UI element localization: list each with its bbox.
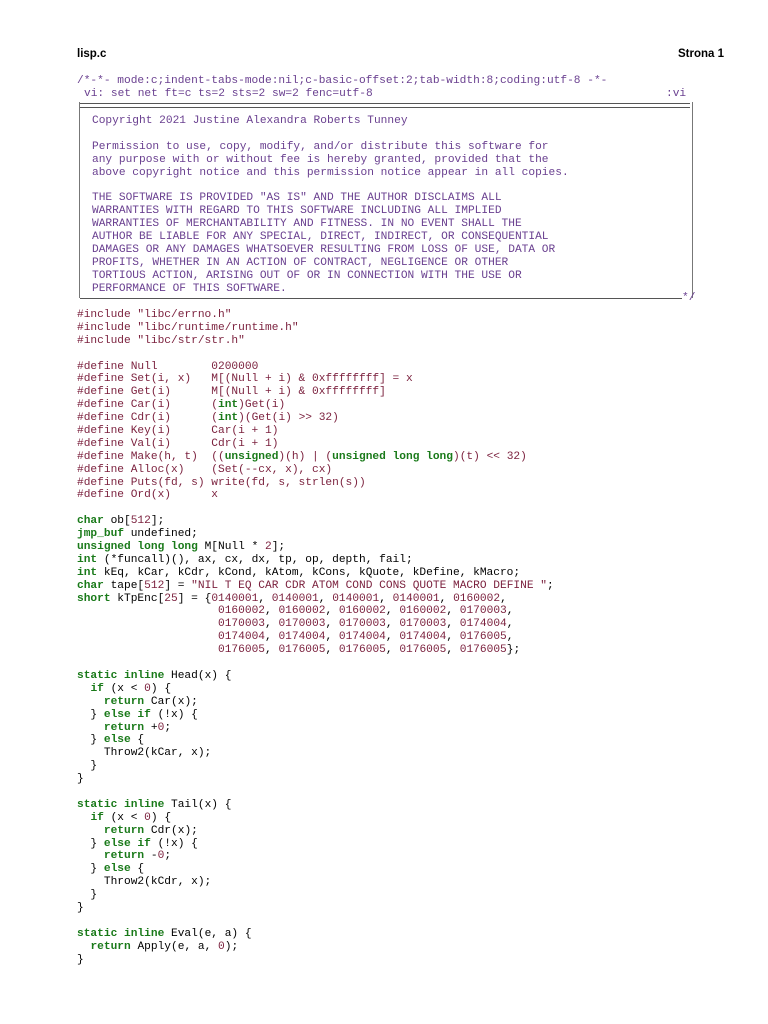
code-token: 0170003 — [278, 618, 326, 631]
code-token: )(Get(i) >> 32) — [238, 412, 339, 425]
code-line — [77, 386, 554, 399]
comment-end: */ — [682, 292, 696, 304]
code-line — [77, 863, 554, 876]
code-token: M[Null * — [197, 541, 265, 554]
code-line — [77, 412, 554, 425]
code-token: #include "libc/str/str.h" — [77, 334, 245, 347]
code-token: 0170003 — [218, 618, 265, 631]
code-token: }; — [506, 644, 521, 657]
code-line — [77, 541, 554, 554]
code-token: } — [77, 863, 104, 876]
code-token: 0 — [218, 940, 225, 953]
code-token: 0 — [144, 682, 151, 695]
code-token: , — [265, 618, 279, 631]
code-token — [77, 850, 104, 862]
code-token: unsigned long long — [77, 541, 198, 554]
code-token: undefined; — [124, 528, 198, 541]
code-token: int — [77, 553, 98, 566]
code-line — [77, 734, 554, 747]
code-line — [77, 554, 554, 567]
code-token: 0174004 — [399, 631, 447, 644]
code-token: short — [77, 592, 111, 605]
code-token: return — [103, 695, 145, 708]
code-token: 0160002 — [399, 605, 447, 618]
code-line — [77, 850, 554, 863]
code-token: tape[ — [103, 579, 145, 592]
code-line — [77, 425, 554, 438]
code-token: } — [77, 708, 104, 721]
code-token: , — [506, 631, 514, 644]
page-number: Strona 1 — [677, 48, 724, 60]
code-token: 0140001 — [332, 592, 380, 605]
code-line — [77, 631, 554, 644]
code-listing — [77, 309, 554, 966]
code-token: (!x) { — [150, 708, 198, 721]
code-line — [77, 502, 554, 515]
code-token: , — [506, 605, 514, 618]
code-token: int — [218, 412, 239, 425]
code-token: int — [218, 399, 239, 412]
code-token — [77, 618, 218, 630]
code-line — [77, 515, 554, 528]
code-line — [77, 309, 554, 322]
code-token: int — [77, 566, 98, 579]
code-token: , — [379, 592, 393, 605]
code-line — [77, 489, 554, 502]
code-token — [77, 722, 104, 734]
code-token: , — [385, 618, 400, 631]
code-token: if — [90, 811, 104, 824]
code-token: } — [77, 760, 98, 773]
license-line: AUTHOR BE LIABLE FOR ANY SPECIAL, DIRECT, INDIRECT, OR CONSEQUENTIAL — [92, 231, 549, 244]
code-token: static inline — [77, 669, 165, 682]
vim-modeline: vi: set net ft=c ts=2 sts=2 sw=2 fenc=utf-8 — [84, 88, 373, 100]
code-token: ; — [164, 721, 172, 734]
code-token — [77, 825, 104, 837]
code-line — [77, 941, 554, 954]
code-line — [77, 773, 554, 786]
code-line — [77, 644, 554, 657]
code-token: Tail(x) { — [164, 798, 232, 811]
code-token: return — [103, 824, 145, 837]
code-token: , — [446, 631, 460, 644]
code-token: } — [77, 901, 84, 914]
code-token: , — [439, 592, 454, 605]
code-token: (*funcall)(), ax, cx, dx, tp, op, depth, fail; — [97, 553, 413, 566]
code-token: Apply(e, a, — [130, 940, 219, 953]
license-line: TORTIOUS ACTION, ARISING OUT OF OR IN CONNECTION WITH THE USE OR — [92, 269, 522, 282]
code-token: 25 — [164, 592, 178, 605]
code-token: ] = { — [177, 592, 212, 605]
license-text — [92, 115, 569, 295]
code-token: Eval(e, a) { — [164, 927, 252, 940]
code-token: 512 — [144, 579, 165, 592]
code-line — [77, 464, 554, 477]
code-line — [77, 451, 554, 464]
code-line — [77, 567, 554, 580]
code-line — [77, 709, 554, 722]
code-token: } — [77, 837, 104, 850]
code-token: static inline — [77, 927, 165, 940]
code-line — [77, 580, 554, 593]
code-token: , — [325, 618, 339, 631]
code-token: + — [144, 721, 158, 734]
code-token: else — [103, 863, 131, 876]
code-token: 0 — [157, 721, 165, 734]
code-line — [77, 747, 554, 760]
code-token: } — [77, 953, 84, 966]
code-token: #define Puts(fd, s) write(fd, s, strlen(s)) — [77, 476, 366, 489]
code-line — [77, 902, 554, 915]
code-token: return — [103, 721, 145, 734]
code-token: , — [385, 644, 400, 657]
code-token: , — [385, 605, 400, 618]
code-token — [77, 812, 90, 824]
code-token: unsigned long long — [332, 450, 453, 463]
code-line — [77, 605, 554, 618]
code-token: #define Set(i, x) M[(Null + i) & 0xffffffff] = x — [77, 373, 413, 386]
code-line — [77, 361, 554, 374]
code-token: , — [385, 631, 400, 644]
license-line: any purpose with or without fee is hereby granted, provided that the — [92, 153, 549, 166]
license-line: Copyright 2021 Justine Alexandra Roberts Tunney — [92, 115, 408, 127]
code-token: 512 — [130, 515, 151, 528]
code-line — [77, 335, 554, 348]
code-token: - — [144, 850, 158, 863]
code-line — [77, 799, 554, 812]
code-token: } — [77, 773, 84, 786]
license-line: above copyright notice and this permission notice appear in all copies. — [92, 166, 569, 179]
license-line — [92, 179, 569, 192]
box-bottom-rule — [80, 298, 682, 299]
code-token: #include "libc/runtime/runtime.h" — [77, 321, 299, 334]
code-token: ] = — [164, 579, 192, 592]
code-token: )(t) << 32) — [453, 450, 527, 463]
code-line — [77, 373, 554, 386]
code-token: Head(x) { — [164, 669, 232, 682]
code-token — [77, 941, 90, 953]
code-token: Car(x); — [144, 695, 198, 708]
code-token: else — [103, 734, 131, 747]
code-line — [77, 722, 554, 735]
code-token: #define Car(i) ( — [77, 399, 218, 412]
code-token: #define Get(i) M[(Null + i) & 0xffffffff] — [77, 386, 386, 399]
code-token: , — [506, 618, 514, 631]
code-token: 0160002 — [453, 592, 501, 605]
code-line — [77, 928, 554, 941]
license-line: Permission to use, copy, modify, and/or distribute this software for — [92, 140, 549, 153]
code-line — [77, 683, 554, 696]
code-token — [77, 631, 218, 643]
file-name: lisp.c — [77, 48, 107, 60]
code-line — [77, 954, 554, 967]
code-token: kTpEnc[ — [110, 592, 165, 605]
code-token: , — [265, 631, 279, 644]
license-line: THE SOFTWARE IS PROVIDED "AS IS" AND THE AUTHOR DISCLAIMS ALL — [92, 192, 502, 205]
code-token: #define Null — [77, 360, 212, 373]
code-token — [77, 605, 218, 617]
code-token: , — [446, 644, 460, 657]
code-token: else if — [103, 708, 151, 721]
license-line: WARRANTIES OF MERCHANTABILITY AND FITNESS. IN NO EVENT SHALL THE — [92, 218, 522, 231]
code-token: 0140001 — [392, 592, 440, 605]
code-line — [77, 438, 554, 451]
code-line — [77, 399, 554, 412]
code-token: )(h) | ( — [278, 450, 333, 463]
code-token: #define Alloc(x) (Set(--cx, x), cx) — [77, 463, 333, 476]
code-token: } — [77, 734, 104, 747]
code-token: , — [446, 605, 460, 618]
code-token: (x < — [103, 682, 145, 695]
code-token: } — [77, 889, 98, 902]
code-token: 0140001 — [271, 592, 319, 605]
code-line — [77, 322, 554, 335]
code-token: static inline — [77, 798, 165, 811]
code-token: { — [130, 863, 145, 876]
code-token: 2 — [265, 541, 272, 554]
vim-modeline-end: :vi — [666, 88, 687, 100]
code-token: (x < — [103, 811, 145, 824]
code-token: 0176005 — [338, 644, 386, 657]
code-token: 0176005 — [218, 644, 265, 657]
code-token: 0 — [144, 811, 151, 824]
code-line — [77, 786, 554, 799]
code-token: jmp_buf — [77, 528, 124, 541]
code-token: 0176005 — [459, 644, 507, 657]
box-top-rule — [80, 103, 690, 104]
code-token: 0174004 — [218, 631, 265, 644]
code-line — [77, 838, 554, 851]
code-token: #define Val(i) Cdr(i + 1) — [77, 437, 279, 450]
code-token: 0174004 — [278, 631, 326, 644]
code-token: ) { — [150, 811, 172, 824]
license-line: DAMAGES OR ANY DAMAGES WHATSOEVER RESULTING FROM LOSS OF USE, DATA OR — [92, 243, 556, 256]
code-token: #define Make(h, t) (( — [77, 450, 225, 463]
code-token: #define Key(i) Car(i + 1) — [77, 425, 279, 438]
code-token: kEq, kCar, kCdr, kCond, kAtom, kCons, kQuote, kDefine, kMacro; — [97, 566, 521, 579]
code-token: 0 — [157, 850, 165, 863]
license-line: PROFITS, WHETHER IN AN ACTION OF CONTRACT, NEGLIGENCE OR OTHER — [92, 256, 509, 269]
code-token: 0176005 — [278, 644, 326, 657]
code-token: return — [90, 940, 131, 953]
code-line — [77, 696, 554, 709]
code-token: , — [265, 644, 279, 657]
code-token: 0200000 — [211, 360, 259, 373]
code-token: ob[ — [103, 515, 131, 528]
code-token: , — [265, 605, 279, 618]
code-token: else if — [103, 837, 151, 850]
code-token: 0160002 — [338, 605, 386, 618]
code-token: , — [446, 618, 460, 631]
code-token: Throw2(kCar, x); — [77, 747, 212, 760]
code-token: (!x) { — [150, 837, 198, 850]
code-token: ) { — [150, 682, 172, 695]
code-token: , — [325, 644, 339, 657]
code-token: if — [90, 682, 104, 695]
code-token — [77, 683, 90, 695]
code-token: 0176005 — [399, 644, 447, 657]
code-token — [77, 696, 104, 708]
code-token: return — [103, 850, 145, 863]
code-token: ]; — [271, 541, 286, 554]
code-line — [77, 477, 554, 490]
code-token: , — [500, 592, 507, 605]
license-line: PERFORMANCE OF THIS SOFTWARE. — [92, 282, 287, 295]
code-token: 0160002 — [218, 605, 265, 618]
code-line — [77, 593, 554, 606]
code-line — [77, 876, 554, 889]
code-token: Throw2(kCdr, x); — [77, 876, 212, 889]
code-line — [77, 528, 554, 541]
code-token: ); — [224, 940, 239, 953]
code-token: { — [130, 734, 145, 747]
code-token: , — [325, 631, 339, 644]
code-token: ]; — [150, 515, 165, 528]
code-line — [77, 889, 554, 902]
code-line — [77, 825, 554, 838]
license-line — [92, 128, 569, 141]
code-token: unsigned — [224, 450, 279, 463]
code-token: )Get(i) — [238, 399, 286, 412]
code-token: 0170003 — [399, 618, 447, 631]
code-token: ; — [164, 850, 172, 863]
code-token: #define Cdr(i) ( — [77, 412, 218, 425]
code-token: , — [258, 592, 272, 605]
code-token: , — [318, 592, 333, 605]
code-line — [77, 915, 554, 928]
code-token: "NIL T EQ CAR CDR ATOM COND CONS QUOTE MACRO DEFINE " — [191, 579, 547, 592]
code-token — [77, 644, 218, 656]
code-token: , — [325, 605, 339, 618]
code-line — [77, 760, 554, 773]
code-line — [77, 348, 554, 361]
code-token: 0174004 — [459, 618, 507, 631]
code-line — [77, 618, 554, 631]
code-line — [77, 657, 554, 670]
code-token: Cdr(x); — [144, 824, 198, 837]
code-token: 0160002 — [278, 605, 326, 618]
code-line — [77, 812, 554, 825]
license-line: WARRANTIES WITH REGARD TO THIS SOFTWARE INCLUDING ALL IMPLIED — [92, 205, 502, 218]
code-token: 0176005 — [459, 631, 507, 644]
code-token: #include "libc/errno.h" — [77, 309, 232, 321]
code-token: 0140001 — [211, 592, 259, 605]
code-token: 0170003 — [338, 618, 386, 631]
code-token: 0174004 — [338, 631, 386, 644]
code-token: char — [77, 515, 104, 528]
emacs-modeline: /*-*- mode:c;indent-tabs-mode:nil;c-basic-offset:2;tab-width:8;coding:utf-8 -*- — [77, 75, 608, 87]
code-line — [77, 670, 554, 683]
code-token: ; — [547, 579, 554, 592]
code-token: #define Ord(x) x — [77, 489, 218, 502]
box-top-rule-inner — [80, 107, 690, 108]
code-token: char — [77, 579, 104, 592]
code-token: 0170003 — [459, 605, 507, 618]
